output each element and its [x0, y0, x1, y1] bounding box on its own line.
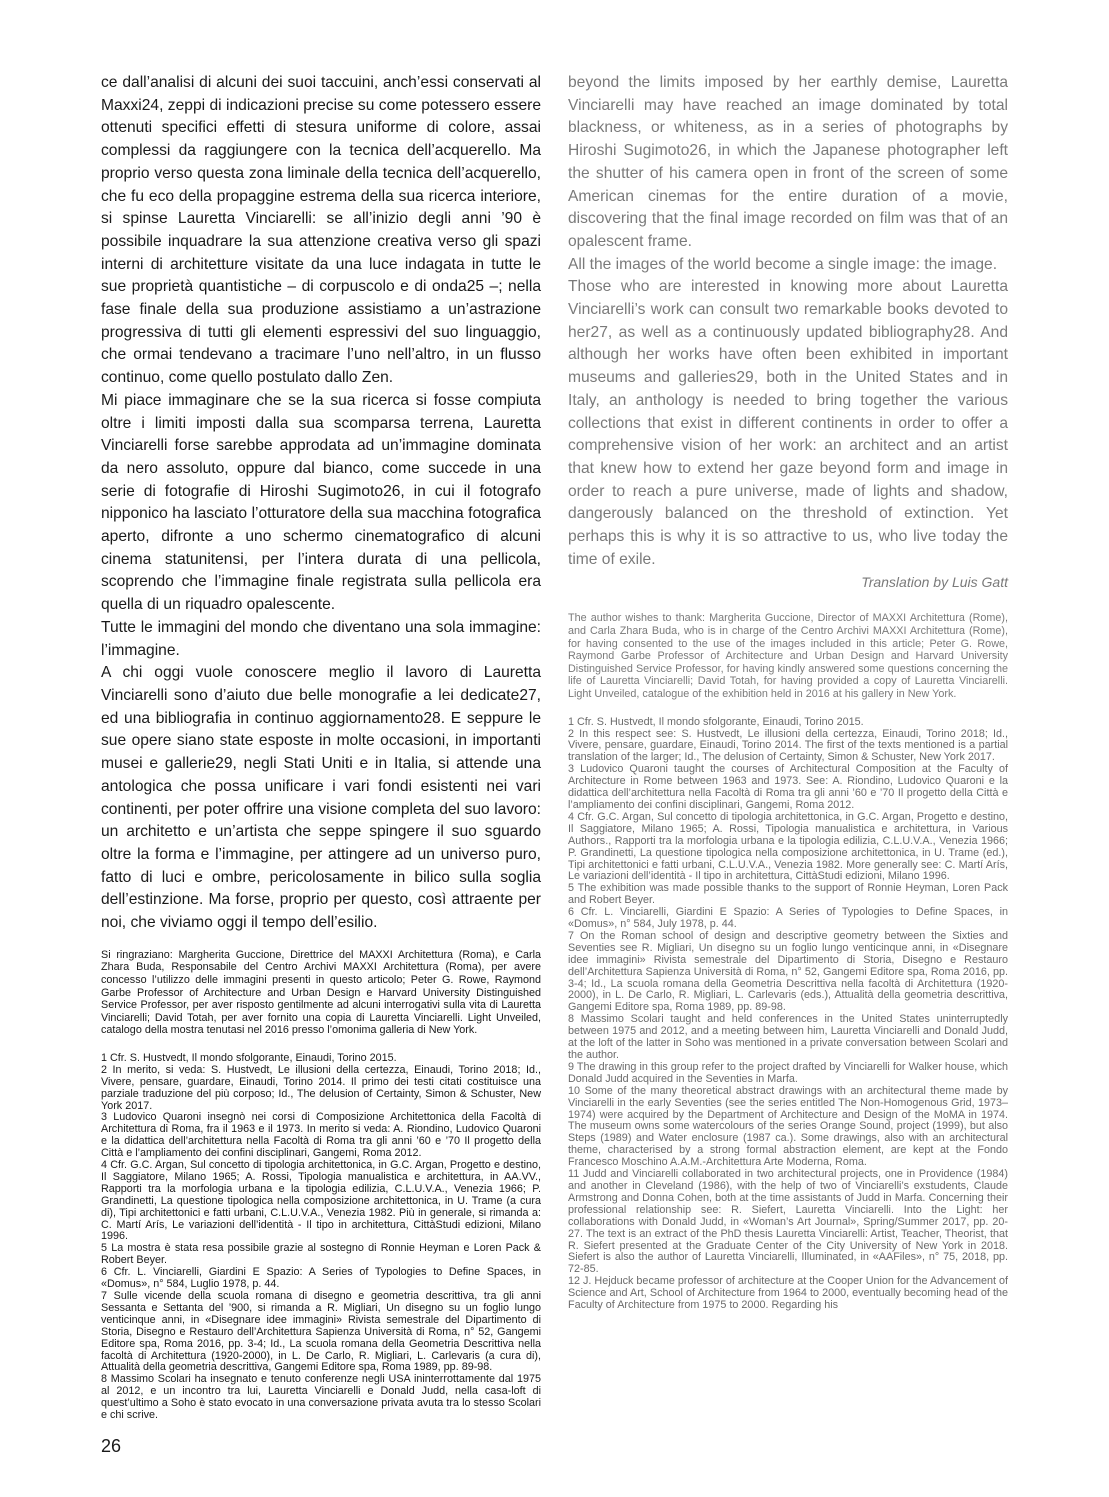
acknowledgements-italian: Si ringraziano: Margherita Guccione, Direttrice del MAXXI Architettura (Roma), e Carla Zhara Buda, Responsabile del Centro Archivi MAXXI Architettura (Roma), per avere concesso l’utilizzo delle immagini presenti in questo articolo; Peter G. Rowe, Raymond Garbe Professor of Architecture and Urban Design e Harvard University Distinguished Service Professor, per aver risposto gentilmente ad alcuni interrogativi sulla vita di Lauretta Vinciarelli; David Totah, per aver fornito una copia di Lauretta Vinciarelli. Light Unveiled, catalogo della mostra tenutasi nel 2016 presso l’omonima galleria di New York.: [101, 948, 541, 1037]
body-paragraph: All the images of the world become a single image: the image.: [568, 255, 998, 273]
footnote: 6 Cfr. L. Vinciarelli, Giardini E Spazio: A Series of Typologies to Define Spaces, in «Domus», n° 584, Luglio 1978, p. 44.: [101, 1266, 541, 1291]
translation-credit: Translation by Luis Gatt: [861, 574, 1008, 591]
body-paragraph: Mi piace immaginare che se la sua ricerca si fosse compiuta oltre i limiti imposti dalla sua scomparsa terrena, Lauretta Vinciarelli forse sarebbe approdata ad un’immagine dominata da nero assoluto, oppure dal bianco, come succede in una serie di fotografie di Hiroshi Sugimoto26, in cui il fotografo nipponico ha lasciato l’otturatore della sua macchina fotografica aperto, difronte a uno schermo cinematografico di alcuni cinema statunitensi, per l’intera durata di una pellicola, scoprendo che l’immagine finale registrata sulla pellicola era quella di un riquadro opalescente.: [101, 391, 541, 614]
footnote: 4 Cfr. G.C. Argan, Sul concetto di tipologia architettonica, in G.C. Argan, Progetto e destino, Il Saggiatore, Milano 1965; A. Rossi, Tipologia manualistica e architettura, in Various Authors., Rapporti tra la morfologia urbana e la tipologia edilizia, C.L.U.V.A., Venezia 1966; P. Grandinetti, La questione tipologica nella composizione architettonica, in U. Trame (ed.), Tipi architettonici e fatti urbani, C.L.U.V.A., Venezia 1982. More generally see: C. Martí Arís, Le variazioni dell’identità - Il tipo in architettura, CittàStudi edizioni, Milano 1996.: [568, 810, 1008, 883]
footnote: 9 The drawing in this group refer to the project drafted by Vinciarelli for Walker house, which Donald Judd acquired in the Seventies in Marfa.: [568, 1060, 1008, 1085]
page-number: 26: [101, 1436, 122, 1456]
footnote: 2 In this respect see: S. Hustvedt, Le illusioni della certezza, Einaudi, Torino 2018; Id., Vivere, pensare, guardare, Einaudi, Torino 2014. The first of the texts mentioned is a partial translation of the larger; Id., The delusion of Certainty, Simon & Schuster, New York 2017.: [568, 727, 1008, 764]
body-paragraph: Tutte le immagini del mondo che diventano una sola immagine: l’immagine.: [101, 618, 541, 659]
footnote: 5 The exhibition was made possible thanks to the support of Ronnie Heyman, Loren Pack and Robert Beyer.: [568, 882, 1008, 907]
footnote: 5 La mostra è stata resa possibile grazie al sostegno di Ronnie Heyman e Loren Pack & Robert Beyer.: [101, 1242, 541, 1267]
italian-body-text: [101, 72, 541, 935]
acknowledgements-english: The author wishes to thank: Margherita Guccione, Director of MAXXI Architettura (Rome), and Carla Zhara Buda, who is in charge of the Centro Archivi MAXXI Architettura (Rome), for having consented to the use of the images included in this article; Peter G. Rowe, Raymond Garbe Professor of Architecture and Urban Design and Harvard University Distinguished Service Professor, for having kindly answered some questions concerning the life of Lauretta Vinciarelli; David Totah, for having provided a copy of Lauretta Vinciarelli. Light Unveiled, catalogue of the exhibition held in 2016 at his gallery in New York.: [568, 612, 1008, 701]
footnote: 1 Cfr. S. Hustvedt, Il mondo sfolgorante, Einaudi, Torino 2015.: [568, 715, 864, 728]
footnote: 7 On the Roman school of design and descriptive geometry between the Sixties and Seventies see R. Migliari, Un disegno su un foglio lungo venticinque anni, in «Disegnare idee immagini» Rivista semestrale del Dipartimento di Storia, Disegno e Restauro dell’Architettura Sapienza Università di Roma, n° 52, Gangemi Editore spa, Roma 2016, pp. 3-4; Id., La scuola romana della Geometria Descrittiva nella facoltà di Architettura (1920-2000), in L. De Carlo, R. Migliari, L. Carlevaris (eds.), Attualità della geometria descrittiva, Gangemi Editore spa, Roma 1989, pp. 89-98.: [568, 929, 1008, 1014]
footnote: 6 Cfr. L. Vinciarelli, Giardini E Spazio: A Series of Typologies to Define Spaces, in «Domus», n° 584, July 1978, p. 44.: [568, 906, 1008, 931]
footnote: 8 Massimo Scolari ha insegnato e tenuto conferenze negli USA ininterrottamente dal 1975 al 2012, e un incontro tra lui, Lauretta Vinciarelli e Donald Judd, nella casa-loft di quest’ultimo a Soho è stato evocato in una conversazione privata avuta tra lo stesso Scolari e chi scrive.: [101, 1373, 541, 1422]
footnote: 10 Some of the many theoretical abstract drawings with an architectural theme made by Vinciarelli in the early Seventies (see the series entitled The Non-Homogenous Grid, 1973–1974) were acquired by the Department of Architecture and Design of the MoMA in 1974. The museum owns some watercolours of the series Orange Sound, project (1999), but also Steps (1989) and Water enclosure (1987 ca.). Some drawings, also with an architectural theme, characterised by a strong formal abstraction element, are kept at the Fondo Francesco Moschino A.A.M.-Architettura Arte Moderna, Roma.: [568, 1084, 1008, 1169]
footnote: 7 Sulle vicende della scuola romana di disegno e geometria descrittiva, tra gli anni Sessanta e Settanta del ’900, si rimanda a R. Migliari, Un disegno su un foglio lungo venticinque anni, in «Disegnare idee immagini» Rivista semestrale del Dipartimento di Storia, Disegno e Restauro dell’Architettura Sapienza Università di Roma, n° 52, Gangemi Editore spa, Roma 2016, pp. 3-4; Id., La scuola romana della Geometria Descrittiva nella facoltà di Architettura (1920-2000), in L. De Carlo, R. Migliari, L. Carlevaris (a cura di), Attualità della geometria descrittiva, Gangemi Editore spa, Roma 1989, pp. 89-98.: [101, 1290, 541, 1374]
footnote: 8 Massimo Scolari taught and held conferences in the United States uninterruptedly between 1975 and 2012, and a meeting between him, Lauretta Vinciarelli and Donald Judd, at the loft of the latter in Soho was mentioned in a private conversation between Scolari and the author.: [568, 1013, 1008, 1061]
footnote: 3 Ludovico Quaroni insegnò nei corsi di Composizione Architettonica della Facoltà di Architettura di Roma, fra il 1963 e il 1973. In merito si veda: A. Riondino, Ludovico Quaroni e la didattica dell’architettura nella Facoltà di Roma tra gli anni ’60 e ’70 Il progetto della Città e l’ampliamento dei confini disciplinari, Gangemi, Roma 2012.: [101, 1111, 541, 1160]
english-body-text: [568, 72, 1008, 571]
body-paragraph: Those who are interested in knowing more about Lauretta Vinciarelli’s work can consult two remarkable books devoted to her27, as well as a continuously updated bibliography28. And although her works have often been exhibited in important museums and galleries29, both in the United States and in Italy, an anthology is needed to bring together the various collections that exist in different continents in order to offer a comprehensive vision of her work: an architect and an artist that knew how to extend her gaze beyond form and image in order to reach a pure universe, made of lights and shadow, dangerously balanced on the threshold of extinction. Yet perhaps this is why it is so attractive to us, who live today the time of exile.: [568, 278, 1008, 568]
footnote: 12 J. Hejduck became professor of architecture at the Cooper Union for the Advancement of Science and Art, School of Architecture from 1964 to 2000, eventually becoming head of the Faculty of Architecture from 1975 to 2000. Regarding his: [568, 1275, 1008, 1312]
footnote: 4 Cfr. G.C. Argan, Sul concetto di tipologia architettonica, in G.C. Argan, Progetto e destino, Il Saggiatore, Milano 1965; A. Rossi, Tipologia manualistica e architettura, in AA.VV., Rapporti tra la morfologia urbana e la tipologia edilizia, C.L.U.V.A., Venezia 1966; P. Grandinetti, La questione tipologica nella composizione architettonica, in U. Trame (a cura di), Tipi architettonici e fatti urbani, C.L.U.V.A., Venezia 1982. Più in generale, si rimanda a: C. Martí Arís, Le variazioni dell’identità - Il tipo in architettura, CittàStudi edizioni, Milano 1996.: [101, 1159, 541, 1243]
footnote: 1 Cfr. S. Hustvedt, Il mondo sfolgorante, Einaudi, Torino 2015.: [101, 1051, 397, 1064]
footnote: 2 In merito, si veda: S. Hustvedt, Le illusioni della certezza, Einaudi, Torino 2018; Id., Vivere, pensare, guardare, Einaudi, Torino 2014. Il primo dei testi citati costituisce una parziale traduzione del più corposo; Id., The delusion of Certainty, Simon & Schuster, New York 2017.: [101, 1063, 541, 1112]
footnote: 3 Ludovico Quaroni taught the courses of Architectural Composition at the Faculty of Architecture in Rome between 1963 and 1973. See: A. Riondino, Ludovico Quaroni e la didattica dell’architettura nella Facoltà di Roma tra gli anni ’60 e ’70 Il progetto della Città e l’ampliamento dei confini disciplinari, Gangemi, Roma 2012.: [568, 763, 1008, 811]
footnotes-english: [568, 717, 1008, 1312]
body-paragraph: A chi oggi vuole conoscere meglio il lavoro di Lauretta Vinciarelli sono d’aiuto due belle monografie a lei dedicate27, ed una bibliografia in continuo aggiornamento28. E seppure le sue opere siano state esposte in molte occasioni, in importanti musei e gallerie29, negli Stati Uniti e in Italia, si attende una antologica che possa unificare i vari fondi esistenti nei vari continenti, per poter offrire una visione completa del suo lavoro: un architetto e un’artista che seppe spingere il suo sguardo oltre la forma e l’immagine, per attingere ad un universo puro, fatto di luci e ombre, pericolosamente in bilico sulla soglia dell’estinzione. Ma forse, proprio per questo, così attraente per noi, che viviamo oggi il tempo dell’esilio.: [101, 664, 541, 932]
right-column: [568, 72, 1008, 1312]
body-paragraph: beyond the limits imposed by her earthly demise, Lauretta Vinciarelli may have reached an image dominated by total blackness, or whiteness, as in a series of photographs by Hiroshi Sugimoto26, in which the Japanese photographer left the shutter of his camera open in front of the screen of some American cinemas for the entire duration of a movie, discovering that the final image recorded on film was that of an opalescent frame.: [568, 74, 1008, 250]
footnotes-italian: [101, 1053, 541, 1422]
left-column: [101, 72, 541, 1422]
footnote: 11 Judd and Vinciarelli collaborated in two architectural projects, one in Providence (1984) and another in Cleveland (1986), with the help of two of Vinciarelli’s exstudents, Claude Armstrong and Donna Cohen, both at the time assistants of Judd in Marfa. Concerning their professional relationship see: R. Siefert, Lauretta Vinciarelli. Into the Light: her collaborations with Donald Judd, in «Woman’s Art Journal», Spring/Summer 2017, pp. 20-27. The text is an extract of the PhD thesis Lauretta Vinciarelli: Artist, Teacher, Theorist, that R. Siefert presented at the Graduate Center of the City University of New York in 2018. Siefert is also the author of Lauretta Vinciarelli, Illuminated, in «AAFiles», n° 75, 2018, pp. 72-85.: [568, 1168, 1008, 1276]
body-paragraph: ce dall’analisi di alcuni dei suoi taccuini, anch’essi conservati al Maxxi24, zeppi di indicazioni precise su come potessero essere ottenuti specifici effetti di stesura uniforme di colore, assai complessi da raggiungere con la tecnica dell’acquerello. Ma proprio verso questa zona liminale della tecnica dell’acquerello, che fu eco della propaggine estrema della sua ricerca interiore, si spinse Lauretta Vinciarelli: se all’inizio degli anni ’90 è possibile inquadrare la sua attenzione creativa verso gli spazi interni di architetture visitate da una luce indagata in tutte le sue proprietà quantistiche – di corpuscolo e di onda25 –; nella fase finale della sua produzione assistiamo a un’astrazione progressiva di tutti gli elementi espressivi del suo linguaggio, che ormai tendevano a tracimare l’uno nell’altro, in un flusso continuo, come quello postulato dallo Zen.: [101, 74, 541, 387]
